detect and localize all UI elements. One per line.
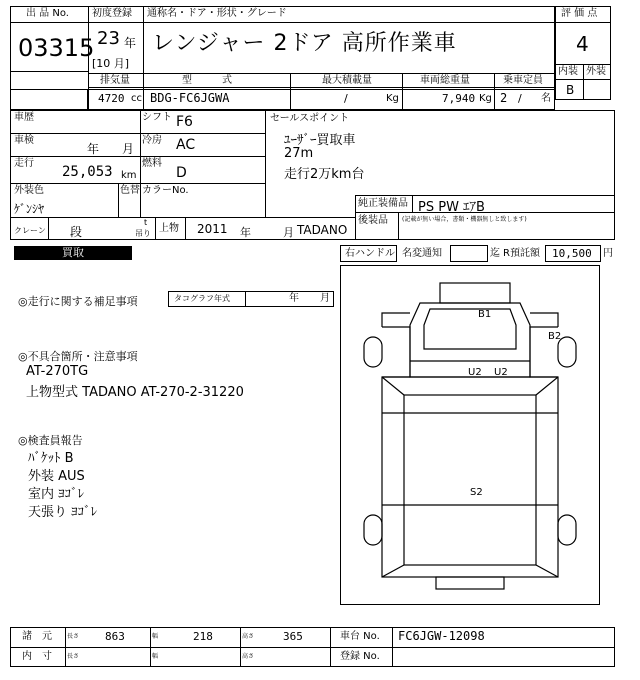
model-code: BDG-FC6JGWA [150,91,230,105]
tachograph-label: タコグラフ年式 [174,294,230,303]
ac-value: AC [176,137,196,153]
yen-unit: 円 [603,248,613,259]
defect-line: 上物型式 TADANO AT-270-2-31220 [26,385,244,400]
model-label: 型 式 [182,75,232,86]
width-value: 218 [193,630,213,643]
capacity-unit: Kg [386,93,399,104]
exterior-grade-label: 外装 [586,66,606,77]
inspector-line: 外装 AUS [28,469,85,484]
sales-point-line: 27m [284,146,314,161]
crane-label: クレーン [14,226,46,235]
body-maker: TADANO [297,223,348,237]
seats-value: 2 [500,91,508,105]
deadline-suffix: 迄 [490,248,500,259]
length-value: 863 [105,630,125,643]
fuel-label: 燃料 [142,158,162,169]
mileage-value: 25,053 [62,164,113,180]
mileage-label: 走行 [14,158,34,169]
body-month-unit: 月 [283,226,294,239]
gross-weight: 7,940 [442,92,476,105]
name-change-box [450,245,488,262]
width-label: 幅 [152,633,159,640]
body-year-unit: 年 [240,226,251,239]
sales-point-label: セールスポイント [270,113,350,124]
damage-mark: S2 [470,487,483,498]
displacement-label: 排気量 [100,75,130,86]
capacity-value: / [344,92,348,105]
sales-point-line: 走行2万km台 [284,167,365,182]
supplement-label: ◎走行に関する補足事項 [18,295,138,308]
tachograph-year-unit: 年 [289,293,299,304]
crane-hang-unit: 吊り [135,229,151,238]
interior-grade: B [566,83,575,97]
shift-label: シフト [142,112,172,123]
crane-stage-unit: 段 [70,225,83,239]
registration-no-label: 登録 No. [340,651,380,662]
aftermarket-note: (記載が無い場合，書類・機器無しと致します) [402,216,527,223]
ac-label: 冷房 [142,135,162,146]
interior-grade-label: 内装 [558,66,578,77]
inner-length-label: 長さ [67,653,80,660]
chassis-no: FC6JGW-12098 [398,629,485,643]
inner-dimensions-label: 内 寸 [22,651,52,662]
recycle-label: R預託額 [503,248,540,259]
damage-mark: U2 [468,367,482,378]
inspection-month-unit: 月 [122,142,135,156]
inspector-report-label: ◎検査員報告 [18,434,83,447]
color-code-label: カラーNo. [142,185,189,196]
inspector-line: ﾊﾞｹｯﾄ B [28,451,74,466]
registration-year: 23 [97,28,120,49]
height-label: 高さ [242,633,255,640]
lot-no-label: 出 品 No. [26,8,69,19]
car-name: レンジャー 2ドア 高所作業車 [152,31,457,56]
history-label: 車歴 [14,112,34,123]
length-label: 長さ [67,633,80,640]
car-name-label: 通称名・ドア・形状・グレード [147,8,287,19]
seats-label: 乗車定員 [503,75,543,86]
chassis-no-label: 車台 No. [340,631,380,642]
damage-mark: B2 [548,331,562,342]
rating-score: 4 [576,32,589,56]
rating-label: 評 価 点 [561,8,598,19]
gross-weight-label: 車両総重量 [420,75,470,86]
inspection-label: 車検 [14,135,34,146]
right-handle-label: 右ハンドル [345,248,395,259]
body-year: 2011 [197,222,228,236]
seats-unit: 名 [541,93,551,104]
damage-mark: B1 [478,309,492,320]
shift-value: F6 [176,114,193,130]
exterior-color: ｹﾞﾝｼﾔ [14,202,45,216]
truck-diagram [340,265,600,605]
tachograph-month-unit: 月 [320,293,330,304]
dimensions-label: 諸 元 [22,631,52,642]
inspector-line: 室内 ﾖｺﾞﾚ [28,487,85,502]
gross-weight-unit: Kg [479,93,492,104]
crane-ton-unit: t [144,218,148,227]
purchase-tag [14,246,132,260]
defect-line: AT-270TG [26,364,89,379]
inner-width-label: 幅 [152,653,159,660]
height-value: 365 [283,630,303,643]
sales-point-line: ﾕｰｻﾞｰ買取車 [284,133,356,148]
cc-unit: cc [131,93,142,104]
inner-height-label: 高さ [242,653,255,660]
first-registration-label: 初度登録 [92,8,132,19]
capacity-label: 最大積載量 [322,75,372,86]
registration-year-unit: 年 [124,36,137,50]
inspection-year-unit: 年 [87,142,100,156]
aftermarket-label: 後装品 [358,215,388,226]
genuine-equipment-label: 純正装備品 [358,198,408,209]
exterior-color-label: 外装色 [14,185,44,196]
name-change-label: 名変通知 [402,248,442,259]
lot-no: 03315 [18,34,95,62]
inspector-line: 天張り ﾖｺﾞﾚ [28,505,98,520]
recycle-deposit: 10,500 [552,247,592,260]
defect-label: ◎不具合箇所・注意事項 [18,350,138,363]
color-change-label: 色替 [120,185,140,196]
mileage-unit: km [121,170,137,181]
displacement: 4720 [98,92,125,105]
seats-separator: / [518,92,522,105]
body-label: 上物 [159,223,179,234]
purchase-tag-text: 買取 [62,246,84,259]
damage-mark: U2 [494,367,508,378]
genuine-equipment: PS PW ｴｱB [418,200,485,215]
fuel-value: D [176,165,187,181]
registration-month: [10 月] [92,57,130,70]
